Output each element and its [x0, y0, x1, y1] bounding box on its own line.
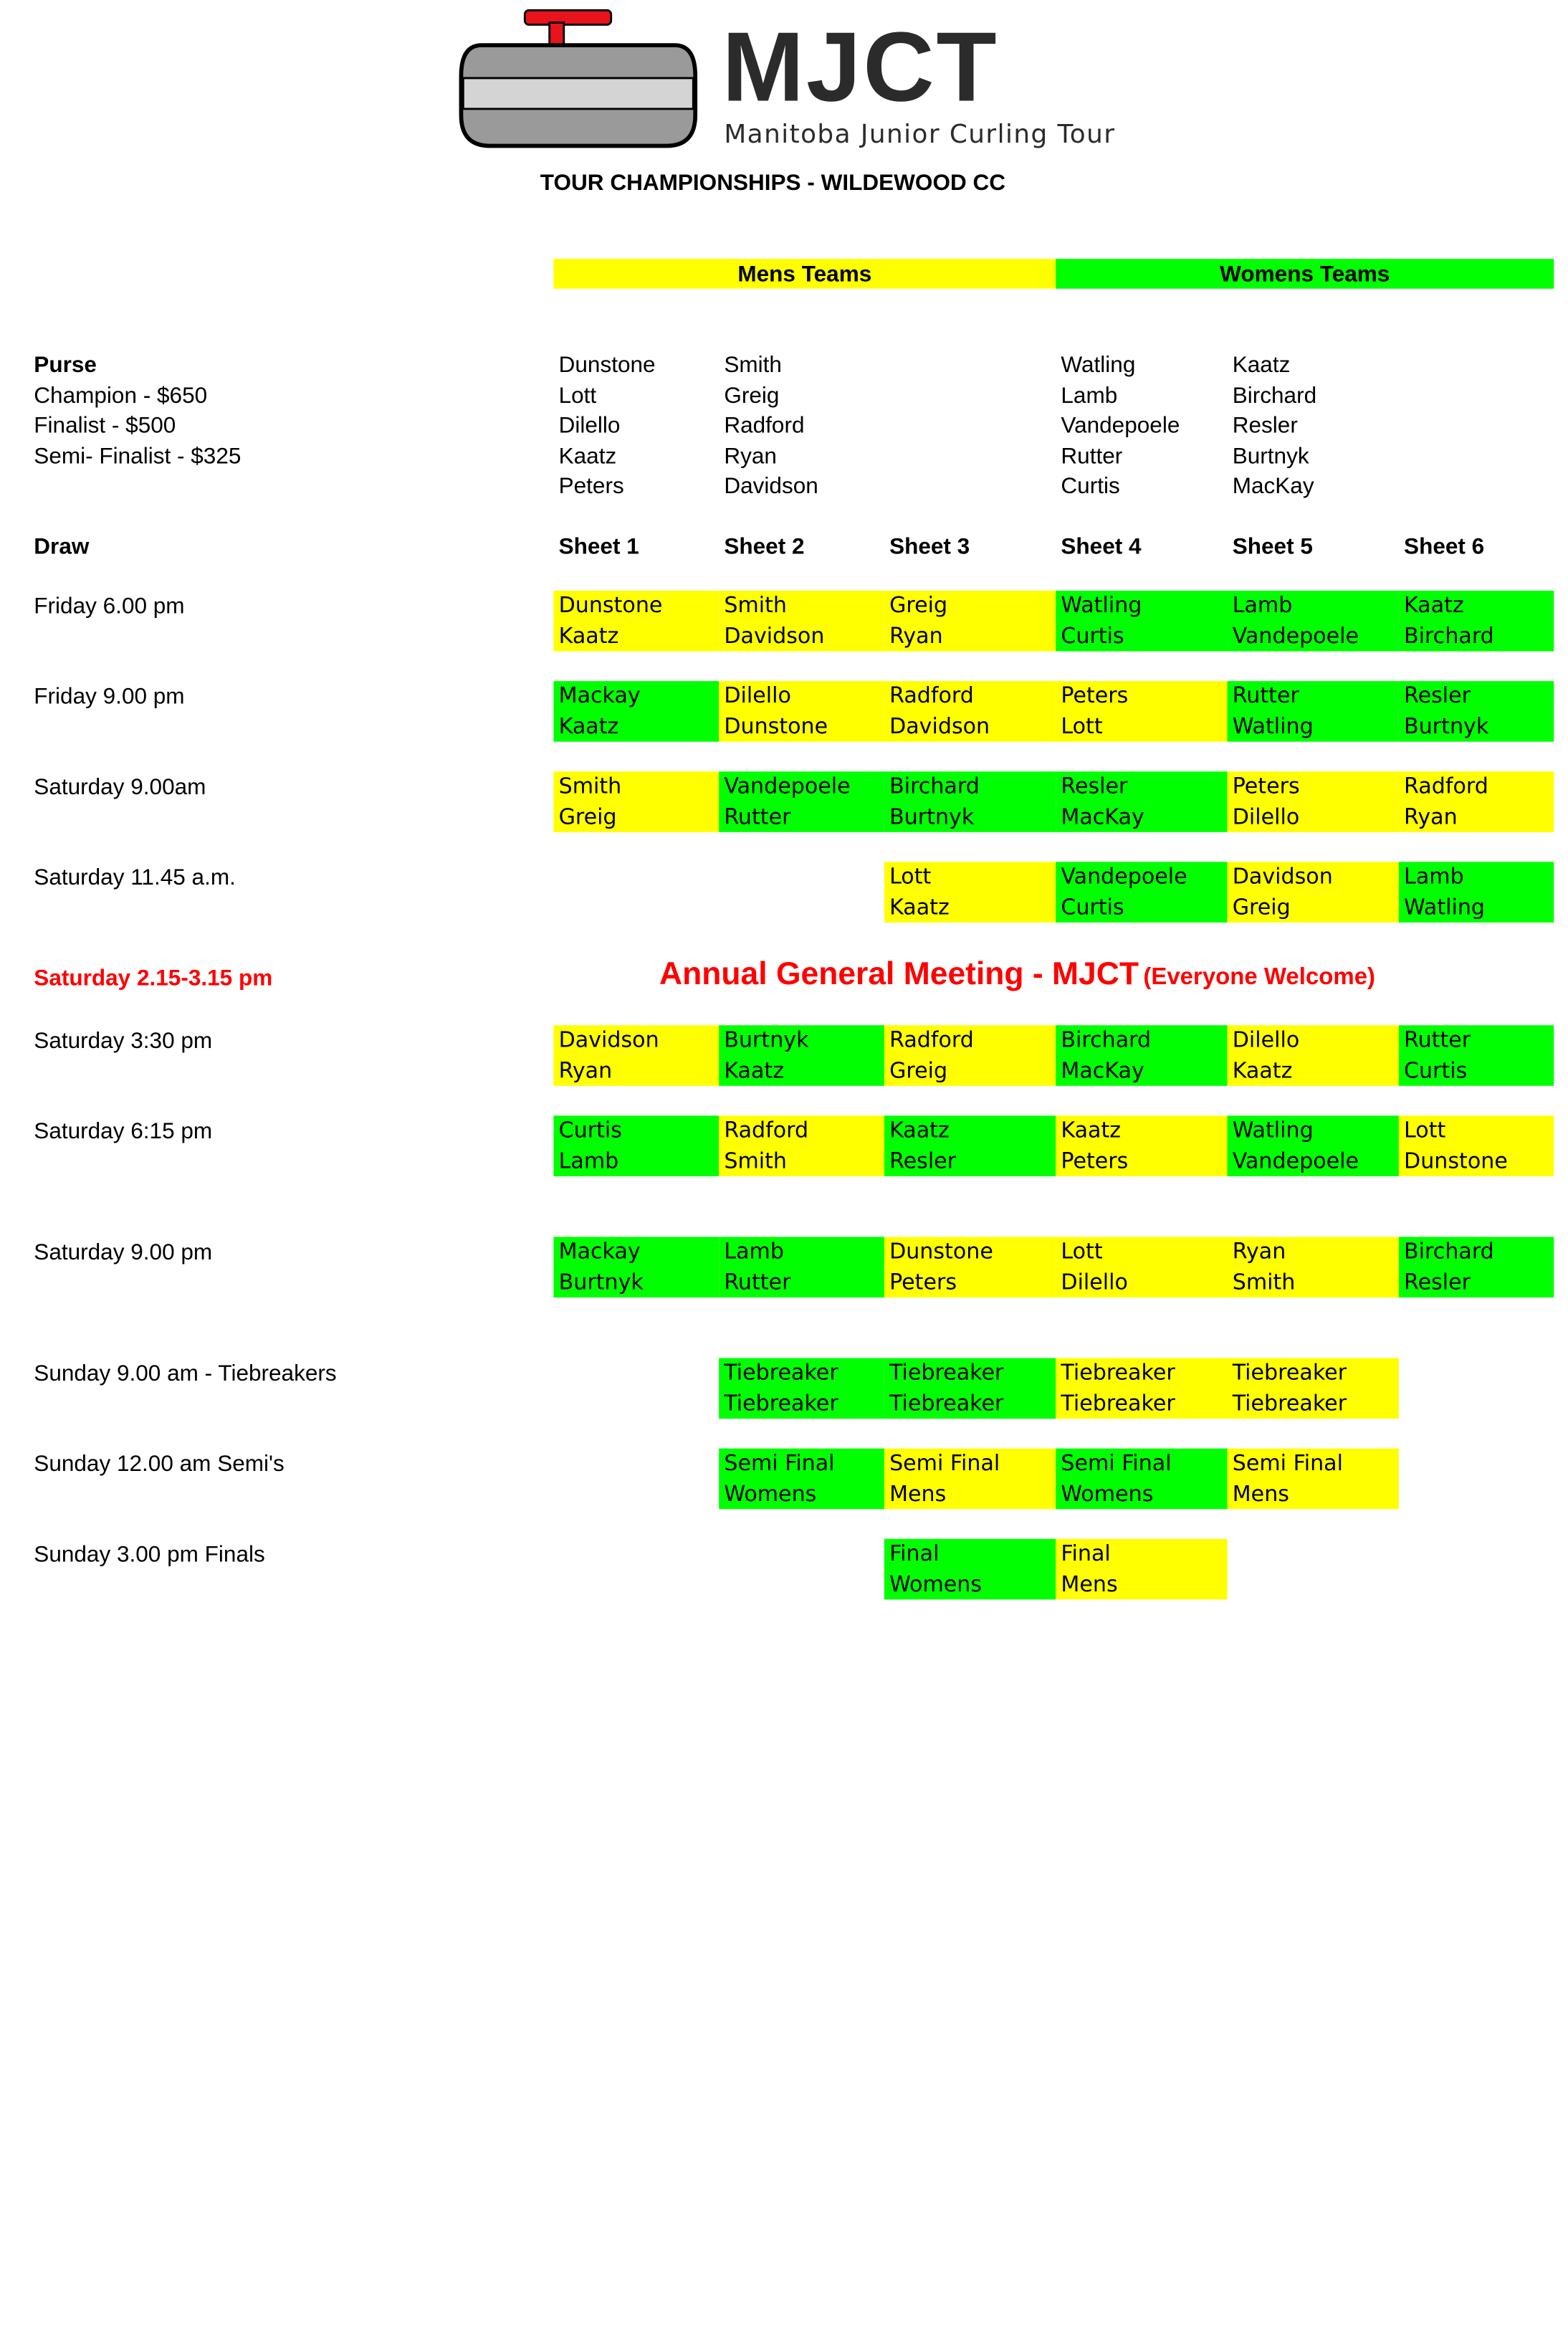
- game-cell: [719, 1115, 884, 1176]
- sheet-header-3: Sheet 3: [889, 533, 970, 559]
- team-bottom: Tiebreaker: [1232, 1390, 1347, 1416]
- game-cell: [1056, 1025, 1227, 1086]
- game-cell: [884, 1449, 1056, 1510]
- team-name: Kaatz: [558, 442, 617, 468]
- team-bottom: Curtis: [1404, 1057, 1468, 1082]
- game-cell: [719, 1025, 884, 1086]
- team-name: Rutter: [1061, 442, 1123, 468]
- team-bottom: Womens: [889, 1571, 983, 1596]
- team-bottom: Tiebreaker: [889, 1390, 1004, 1416]
- game-cell: [1056, 1237, 1227, 1297]
- team-bottom: Watling: [1404, 894, 1486, 919]
- team-top: Peters: [1232, 773, 1300, 799]
- team-bottom: Kaatz: [1232, 1057, 1293, 1082]
- team-top: Watling: [1061, 592, 1142, 618]
- team-top: Dunstone: [558, 592, 663, 618]
- team-bottom: Vandepoele: [1232, 623, 1359, 648]
- game-cell: [553, 1115, 719, 1176]
- team-bottom: Mens: [1232, 1480, 1289, 1506]
- agm-time: Saturday 2.15-3.15 pm: [34, 964, 273, 991]
- game-cell: [1228, 681, 1399, 742]
- game-cell: [719, 1449, 884, 1510]
- logo-subtitle: Manitoba Junior Curling Tour: [724, 119, 1116, 149]
- game-cell: [1056, 1539, 1227, 1600]
- team-bottom: Peters: [1061, 1148, 1129, 1173]
- team-bottom: Ryan: [558, 1057, 613, 1082]
- team-top: Kaatz: [1404, 592, 1464, 618]
- team-name: Ryan: [724, 442, 777, 468]
- draw-heading: Draw: [34, 533, 90, 559]
- team-bottom: Birchard: [1404, 623, 1494, 648]
- team-name: Radford: [724, 411, 805, 438]
- team-top: Tiebreaker: [1232, 1360, 1347, 1385]
- team-top: Kaatz: [889, 1118, 950, 1143]
- team-bottom: Mens: [1061, 1571, 1118, 1596]
- logo-title: MJCT: [722, 12, 999, 123]
- team-name: Resler: [1232, 411, 1298, 438]
- team-top: Lamb: [1404, 864, 1464, 889]
- game-cell: [1056, 771, 1227, 832]
- game-cell: [1399, 1115, 1554, 1176]
- sheet-header-2: Sheet 2: [724, 533, 805, 559]
- team-bottom: Curtis: [1061, 894, 1124, 919]
- team-bottom: Mens: [889, 1480, 947, 1506]
- team-top: Vandepoele: [1061, 864, 1187, 889]
- team-top: Vandepoele: [724, 773, 851, 799]
- game-cell: [1228, 591, 1399, 652]
- team-bottom: Smith: [724, 1148, 788, 1173]
- sheet-header-1: Sheet 1: [558, 533, 639, 559]
- team-bottom: Ryan: [1404, 804, 1458, 829]
- team-top: Birchard: [889, 773, 980, 799]
- game-cell: [719, 771, 884, 832]
- game-cell: [1399, 681, 1554, 742]
- agm-note: (Everyone Welcome): [1143, 962, 1376, 990]
- team-bottom: Greig: [889, 1057, 948, 1082]
- game-cell: [1228, 1025, 1399, 1086]
- team-bottom: Ryan: [889, 623, 943, 648]
- team-bottom: Vandepoele: [1232, 1148, 1359, 1173]
- team-bottom: Davidson: [889, 713, 990, 738]
- game-cell: [1056, 1115, 1227, 1176]
- team-name: Watling: [1061, 351, 1136, 377]
- team-name: Lamb: [1061, 381, 1118, 408]
- team-top: Smith: [724, 592, 788, 618]
- draw-time: Sunday 9.00 am - Tiebreakers: [34, 1360, 337, 1386]
- team-bottom: Greig: [558, 804, 617, 829]
- game-cell: [884, 862, 1056, 923]
- draw-time: Saturday 11.45 a.m.: [34, 864, 236, 890]
- team-top: Davidson: [1232, 864, 1333, 889]
- womens-teams-header: Womens Teams: [1056, 259, 1554, 289]
- team-top: Mackay: [558, 1239, 641, 1264]
- game-cell: [719, 1237, 884, 1297]
- team-bottom: Watling: [1232, 713, 1314, 738]
- team-bottom: Kaatz: [558, 713, 619, 738]
- team-bottom: Womens: [1061, 1480, 1154, 1506]
- team-name: Kaatz: [1232, 351, 1291, 377]
- game-cell: [1228, 1449, 1399, 1510]
- team-bottom: Rutter: [724, 804, 791, 829]
- game-cell: [1056, 1449, 1227, 1510]
- team-top: Lott: [1061, 1239, 1103, 1264]
- team-top: Lott: [1404, 1118, 1446, 1143]
- team-bottom: Tiebreaker: [1061, 1390, 1175, 1416]
- game-cell: [1228, 771, 1399, 832]
- team-top: Mackay: [558, 683, 641, 708]
- team-top: Rutter: [1404, 1027, 1471, 1052]
- game-cell: [719, 1358, 884, 1419]
- team-top: Final: [1061, 1540, 1111, 1566]
- game-cell: [553, 771, 719, 832]
- team-top: Burtnyk: [724, 1027, 809, 1052]
- agm-title: Annual General Meeting - MJCT: [659, 955, 1139, 991]
- team-top: Birchard: [1404, 1239, 1494, 1264]
- agm-line: [659, 956, 1375, 993]
- game-cell: [884, 1025, 1056, 1086]
- team-name: Vandepoele: [1061, 411, 1180, 438]
- team-name: Dilello: [558, 411, 621, 438]
- game-cell: [553, 1025, 719, 1086]
- team-top: Semi Final: [1232, 1450, 1343, 1475]
- team-name: Davidson: [724, 472, 818, 499]
- team-top: Peters: [1061, 683, 1129, 708]
- team-name: Smith: [724, 351, 782, 377]
- game-cell: [553, 591, 719, 652]
- team-bottom: Curtis: [1061, 623, 1124, 648]
- game-cell: [1228, 1115, 1399, 1176]
- team-name: MacKay: [1232, 472, 1314, 499]
- draw-time: Saturday 9.00am: [34, 773, 206, 799]
- purse-champion: Champion - $650: [34, 381, 208, 408]
- team-top: Lamb: [1232, 592, 1293, 618]
- team-bottom: Burtnyk: [558, 1269, 644, 1294]
- team-top: Tiebreaker: [724, 1360, 838, 1385]
- team-bottom: Womens: [724, 1480, 817, 1506]
- game-cell: [553, 681, 719, 742]
- sheet-header-6: Sheet 6: [1404, 533, 1485, 559]
- team-bottom: Smith: [1232, 1269, 1296, 1294]
- team-top: Dilello: [1232, 1027, 1300, 1052]
- team-bottom: Rutter: [724, 1269, 791, 1294]
- purse-finalist: Finalist - $500: [34, 411, 176, 438]
- team-name: Birchard: [1232, 381, 1317, 408]
- game-cell: [884, 1115, 1056, 1176]
- team-bottom: Greig: [1232, 894, 1291, 919]
- team-name: Dunstone: [558, 351, 656, 377]
- purse-heading: Purse: [34, 351, 97, 377]
- team-bottom: Burtnyk: [1404, 713, 1489, 738]
- team-top: Lamb: [724, 1239, 784, 1264]
- sheet-header-5: Sheet 5: [1232, 533, 1313, 559]
- team-top: Semi Final: [724, 1450, 835, 1475]
- game-cell: [1399, 1025, 1554, 1086]
- game-cell: [1399, 1237, 1554, 1297]
- game-cell: [884, 1539, 1056, 1600]
- game-cell: [884, 1237, 1056, 1297]
- team-top: Tiebreaker: [889, 1360, 1004, 1385]
- team-name: Peters: [558, 472, 624, 499]
- sheet-header-4: Sheet 4: [1061, 533, 1142, 559]
- team-bottom: Kaatz: [724, 1057, 785, 1082]
- draw-time: Friday 9.00 pm: [34, 683, 185, 709]
- purse-semi-finalist: Semi- Finalist - $325: [34, 442, 242, 468]
- team-bottom: MacKay: [1061, 804, 1144, 829]
- team-top: Radford: [1404, 773, 1488, 799]
- team-top: Rutter: [1232, 683, 1299, 708]
- game-cell: [1056, 862, 1227, 923]
- game-cell: [1399, 591, 1554, 652]
- team-top: Smith: [558, 773, 622, 799]
- team-bottom: Davidson: [724, 623, 825, 648]
- team-top: Semi Final: [889, 1450, 1000, 1475]
- team-bottom: Lott: [1061, 713, 1103, 738]
- team-top: Resler: [1404, 683, 1471, 708]
- team-bottom: Kaatz: [889, 894, 950, 919]
- draw-time: Saturday 6:15 pm: [34, 1118, 213, 1144]
- team-bottom: Peters: [889, 1269, 957, 1294]
- team-top: Davidson: [558, 1027, 659, 1052]
- team-bottom: Dilello: [1061, 1269, 1128, 1294]
- game-cell: [1228, 862, 1399, 923]
- team-bottom: Kaatz: [558, 623, 619, 648]
- team-top: Dilello: [724, 683, 791, 708]
- game-cell: [884, 591, 1056, 652]
- game-cell: [884, 681, 1056, 742]
- game-cell: [1228, 1237, 1399, 1297]
- team-bottom: Dilello: [1232, 804, 1300, 829]
- event-title: TOUR CHAMPIONSHIPS - WILDEWOOD CC: [540, 169, 1006, 196]
- team-top: Watling: [1232, 1118, 1314, 1143]
- team-top: Semi Final: [1061, 1450, 1172, 1475]
- team-top: Birchard: [1061, 1027, 1152, 1052]
- game-cell: [1228, 1358, 1399, 1419]
- team-top: Resler: [1061, 773, 1128, 799]
- game-cell: [1056, 591, 1227, 652]
- team-bottom: Tiebreaker: [724, 1390, 838, 1416]
- game-cell: [1056, 681, 1227, 742]
- game-cell: [1399, 862, 1554, 923]
- team-bottom: Lamb: [558, 1148, 619, 1173]
- team-top: Final: [889, 1540, 940, 1566]
- team-top: Radford: [889, 1027, 974, 1052]
- draw-time: Saturday 9.00 pm: [34, 1239, 213, 1265]
- game-cell: [719, 681, 884, 742]
- game-cell: [884, 1358, 1056, 1419]
- team-bottom: Dunstone: [724, 713, 828, 738]
- team-bottom: Resler: [1404, 1269, 1471, 1294]
- team-top: Lott: [889, 864, 932, 889]
- team-top: Radford: [889, 683, 974, 708]
- team-name: Burtnyk: [1232, 442, 1309, 468]
- team-bottom: Burtnyk: [889, 804, 975, 829]
- game-cell: [1399, 771, 1554, 832]
- team-name: Lott: [558, 381, 597, 408]
- team-top: Radford: [724, 1118, 809, 1143]
- draw-time: Sunday 12.00 am Semi's: [34, 1450, 285, 1477]
- team-bottom: MacKay: [1061, 1057, 1144, 1082]
- draw-time: Saturday 3:30 pm: [34, 1027, 213, 1053]
- game-cell: [553, 1237, 719, 1297]
- team-top: Curtis: [558, 1118, 622, 1143]
- team-top: Dunstone: [889, 1239, 993, 1264]
- game-cell: [1056, 1358, 1227, 1419]
- team-top: Kaatz: [1061, 1118, 1122, 1143]
- draw-time: Friday 6.00 pm: [34, 592, 185, 619]
- team-bottom: Resler: [889, 1148, 957, 1173]
- mens-teams-header: Mens Teams: [553, 259, 1056, 289]
- draw-time: Sunday 3.00 pm Finals: [34, 1540, 265, 1567]
- team-top: Tiebreaker: [1061, 1360, 1175, 1385]
- team-name: Greig: [724, 381, 780, 408]
- team-bottom: Dunstone: [1404, 1148, 1508, 1173]
- game-cell: [719, 591, 884, 652]
- team-top: Greig: [889, 592, 948, 618]
- game-cell: [884, 771, 1056, 832]
- team-name: Curtis: [1061, 472, 1120, 499]
- team-top: Ryan: [1232, 1239, 1286, 1264]
